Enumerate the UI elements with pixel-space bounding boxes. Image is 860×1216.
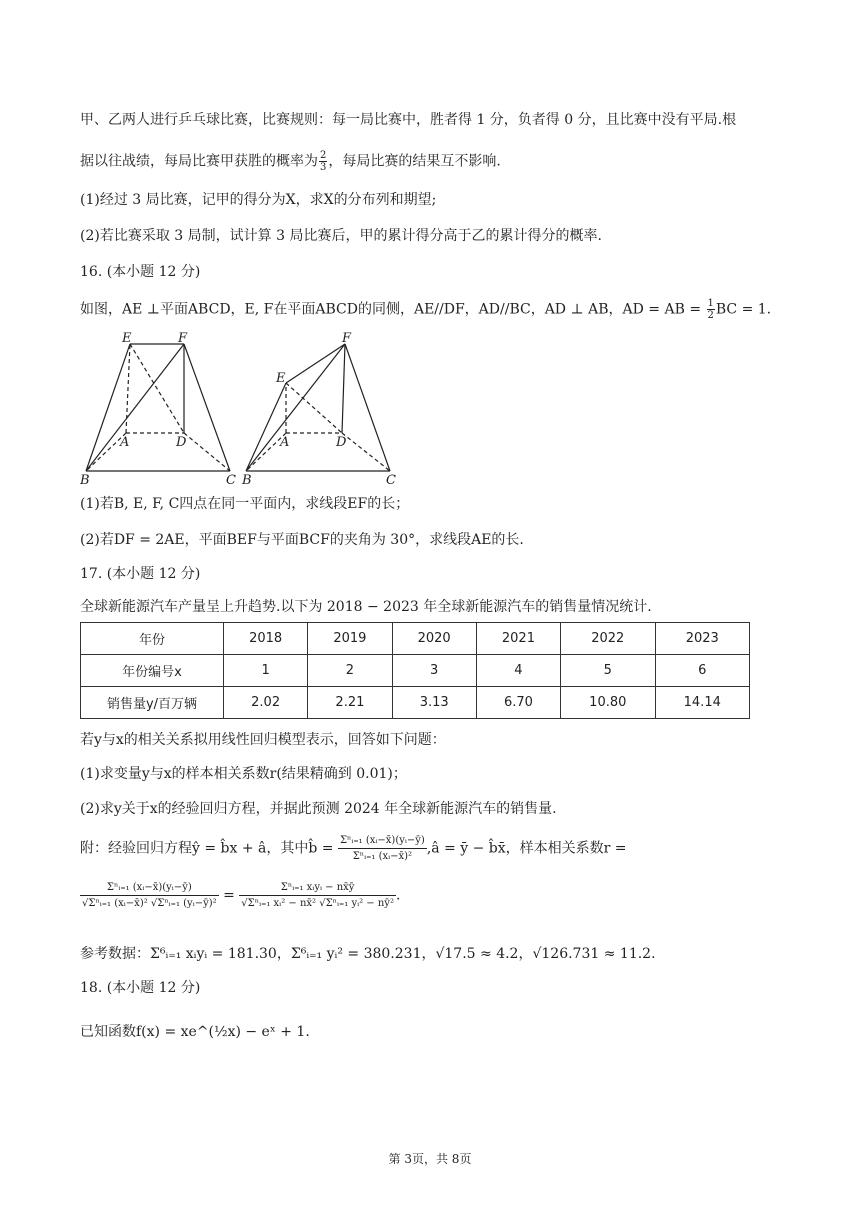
table-row [81, 687, 750, 719]
table-cell: 14.14 [655, 687, 749, 719]
table-cell: 2020 [392, 623, 476, 655]
table-cell: 2.02 [224, 687, 308, 719]
p15-line1: 甲、乙两人进行乒乓球比赛，比赛规则：每一局比赛中，胜者得 1 分，负者得 0 分，且比赛中没有平局.根 [80, 112, 737, 128]
p17-header: 17. (本小题 12 分) [80, 566, 201, 582]
b-hat-formula: $\frac{\text{Σⁿᵢ₌₁ (xᵢ−x̄)(yᵢ−ȳ)}}{\text{Σⁿᵢ₌₁ (xᵢ−x̄)²}}$ [339, 835, 425, 862]
p18-stem: 已知函数f(x) = xe^(½x) − eˣ + 1. [80, 1024, 310, 1040]
label-a-left: A [120, 435, 130, 450]
label-b-right: B [242, 473, 252, 488]
p16-stem-a: 如图，AE ⊥平面ABCD，E, F在平面ABCD的同侧，AE//DF，AD//BC，AD ⊥ AB，AD = AB = [80, 301, 706, 318]
row-header-sales: 销售量y/百万辆 [81, 687, 224, 719]
p15-question-1: (1)经过 3 局比赛，记甲的得分为X，求X的分布列和期望; [80, 192, 437, 208]
table-cell: 6.70 [476, 687, 560, 719]
period: . [395, 887, 401, 904]
label-c-left: C [226, 473, 236, 488]
geometry-figure [80, 328, 410, 488]
p16-stem [80, 298, 771, 321]
table-row [81, 655, 750, 687]
table-cell: 6 [655, 655, 749, 687]
label-f-left: F [178, 331, 188, 346]
p16-header: 16. (本小题 12 分) [80, 264, 201, 280]
table-cell: 2.21 [308, 687, 392, 719]
table-cell: 2021 [476, 623, 560, 655]
half-fraction: $\frac{1}{2}$ [707, 298, 714, 321]
r-formula-2: $\frac{\text{Σⁿᵢ₌₁ xᵢyᵢ − nx̄ȳ}}{\text{√Σⁿᵢ₌₁ xᵢ² − nx̄² √Σⁿᵢ₌₁ yᵢ² − nȳ²}}$ [241, 882, 394, 909]
table-cell: 2022 [561, 623, 655, 655]
table-cell: 2023 [655, 623, 749, 655]
table-cell: 10.80 [561, 687, 655, 719]
table-cell: 2 [308, 655, 392, 687]
table-row [81, 623, 750, 655]
p17-question-2: (2)求y关于x的经验回归方程，并据此预测 2024 年全球新能源汽车的销售量. [80, 801, 557, 817]
probability-fraction: $\frac{2}{3}$ [320, 150, 327, 173]
table-cell: 2018 [224, 623, 308, 655]
p16-stem-b: BC = 1. [715, 301, 772, 318]
r-formula [80, 880, 400, 911]
page-footer: 第 3页，共 8页 [388, 1152, 472, 1166]
p17-condition: 若y与x的相关关系拟用线性回归模型表示，回答如下问题： [80, 732, 446, 748]
figure-right [246, 344, 390, 471]
label-d-left: D [176, 435, 187, 450]
table-cell: 1 [224, 655, 308, 687]
p15-question-2: (2)若比赛采取 3 局制，试计算 3 局比赛后，甲的累计得分高于乙的累计得分的概率. [80, 228, 602, 244]
p17-appendix [80, 833, 627, 864]
p15-line2-a: 据以往战绩，每局比赛甲获胜的概率为 [80, 153, 318, 170]
sales-table [80, 622, 750, 719]
label-b-left: B [80, 473, 90, 488]
p15-line2-b: ，每局比赛的结果互不影响. [328, 153, 501, 170]
label-a-right: A [280, 435, 290, 450]
appendix-b: ,â = ȳ − b̂x̄，样本相关系数r = [426, 840, 627, 857]
table-cell: 5 [561, 655, 655, 687]
p16-question-1: (1)若B, E, F, C四点在同一平面内，求线段EF的长； [80, 496, 410, 512]
equals-sign: = [218, 887, 240, 904]
label-e-left: E [122, 331, 132, 346]
table-cell: 3 [392, 655, 476, 687]
r-formula-1: $\frac{\text{Σⁿᵢ₌₁ (xᵢ−x̄)(yᵢ−ȳ)}}{\text{√Σⁿᵢ₌₁ (xᵢ−x̄)² √Σⁿᵢ₌₁ (yᵢ−ȳ)²}}$ [82, 882, 217, 909]
p17-reference-data: 参考数据：Σ⁶ᵢ₌₁ xᵢyᵢ = 181.30，Σ⁶ᵢ₌₁ yᵢ² = 380.231，√17.5 ≈ 4.2，√126.731 ≈ 11.2. [80, 946, 656, 962]
row-header-index: 年份编号x [81, 655, 224, 687]
label-e-right: E [276, 371, 286, 386]
p17-intro: 全球新能源汽车产量呈上升趋势.以下为 2018 − 2023 年全球新能源汽车的销售量情况统计. [80, 599, 652, 615]
table-cell: 3.13 [392, 687, 476, 719]
label-d-right: D [336, 435, 347, 450]
p15-line2 [80, 150, 501, 173]
row-header-year: 年份 [81, 623, 224, 655]
table-cell: 2019 [308, 623, 392, 655]
label-f-right: F [342, 331, 352, 346]
appendix-a: 附：经验回归方程ŷ = b̂x + â，其中b̂ = [80, 840, 338, 857]
figure-left [86, 344, 230, 471]
table-cell: 4 [476, 655, 560, 687]
label-c-right: C [386, 473, 396, 488]
p17-question-1: (1)求变量y与x的样本相关系数r(结果精确到 0.01)； [80, 766, 407, 782]
p18-header: 18. (本小题 12 分) [80, 980, 201, 996]
p16-question-2: (2)若DF = 2AE，平面BEF与平面BCF的夹角为 30°，求线段AE的长. [80, 532, 524, 548]
